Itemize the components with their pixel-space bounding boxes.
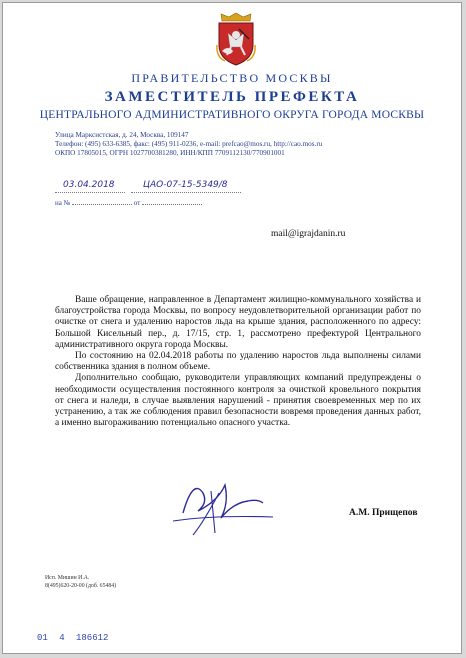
phone-line: Телефон: (495) 633-6385, факс: (495) 911-0236, e-mail: prefcao@mos.ru, http://cao.mos.ru bbox=[55, 140, 323, 149]
contact-block bbox=[55, 131, 322, 159]
number-underline bbox=[131, 192, 241, 193]
from-label: от bbox=[133, 199, 141, 207]
letter-body bbox=[55, 295, 421, 429]
body-paragraph: Дополнительно сообщаю, руководители управляющих компаний предупреждены о необходимости осуществления постоянного контроля за очисткой кровельного покрытия от снега и наледи, в случае выявления нарушений - принятия своевременных мер по их устранению, а так же соблюдения правил безопасности вовремя проведения данных работ, а именно выгораживанию потенциально опасного участка. bbox=[55, 373, 421, 429]
government-name: ПРАВИТЕЛЬСТВО МОСКВЫ bbox=[131, 71, 333, 85]
letter-page bbox=[2, 2, 462, 654]
executor-name: Исп. Мишин И.А. bbox=[45, 575, 90, 581]
recipient-email: mail@igrajdanin.ru bbox=[271, 229, 346, 239]
district-name: ЦЕНТРАЛЬНОГО АДМИНИСТРАТИВНОГО ОКРУГА ГОРОДА МОСКВЫ bbox=[39, 109, 425, 121]
handwritten-signature bbox=[163, 473, 283, 543]
from-blank bbox=[142, 204, 202, 205]
executor-block bbox=[45, 575, 116, 590]
body-paragraph: Ваше обращение, направленное в Департамент жилищно-коммунального хозяйства и благоустройства города Москвы, по вопросу неудовлетворительной организации работ по очистке от снега и удалению наростов льда на крыше здания, расположенного по адресу: Большой Кисельный пер., д. 17/15, стр. 1, рассмотрено префектурой Центрального административного округа города Москвы. bbox=[55, 295, 421, 350]
executor-phone: 8(495)620-20-00 (доб. 65484) bbox=[45, 582, 117, 589]
signer-name: А.М. Прищепов bbox=[349, 508, 418, 518]
address-line: Улица Марксистская, д. 24, Москва, 109147 bbox=[55, 131, 189, 139]
page-title: ЗАМЕСТИТЕЛЬ ПРЕФЕКТА bbox=[104, 89, 360, 105]
on-blank bbox=[72, 204, 132, 205]
document-code: 01 4 186612 bbox=[37, 633, 109, 643]
moscow-coat-of-arms-icon bbox=[213, 11, 259, 67]
registration-date: 03.04.2018 bbox=[63, 180, 115, 190]
registration-number: ЦАО-07-15-5349/8 bbox=[143, 180, 228, 190]
body-paragraph: По состоянию на 02.04.2018 работы по удалению наростов льда выполнены силами собственника здания в полном объеме. bbox=[55, 351, 421, 373]
codes-line: ОКПО 17805015, ОГРН 1027700381280, ИНН/КПП 7709112130/770901001 bbox=[55, 149, 285, 158]
date-underline bbox=[55, 192, 125, 193]
on-label: на № bbox=[55, 199, 71, 207]
reference-line bbox=[55, 199, 202, 207]
